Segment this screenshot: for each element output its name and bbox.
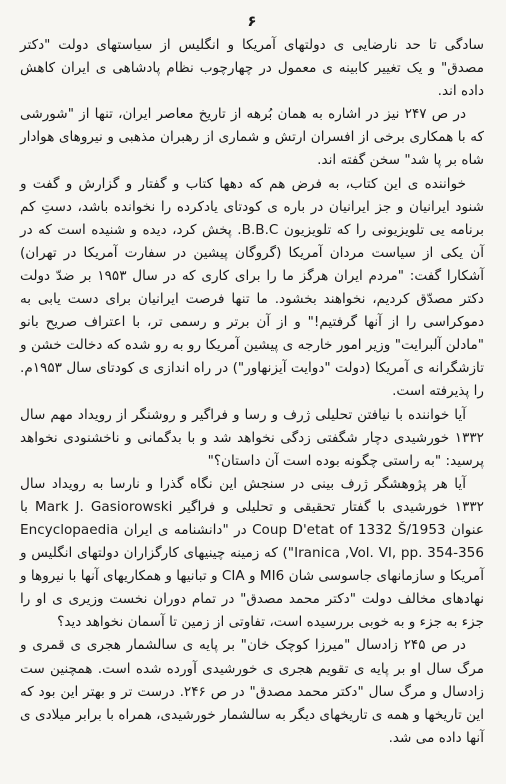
paragraph-6: در ص ۲۴۵ زادسال "میرزا کوچک خان" بر پایه ی سالشمار هجری ی قمری و مرگ سال او بر پایه ی تقویم هجری ی خورشیدی آورده شده است. همچنین ست زادسال و مرگ سال "دکتر محمد مصدق" در ص ۲۴۶. درست تر و بهتر این بود که این تاریخها و همه ی تاریخهای دیگر به سالشمار خورشیدی، همراه با برابر میلادی ی آنها داده می شد. xyxy=(20,637,484,746)
paragraph-3: خواننده ی این کتاب، به فرض هم که دهها کتاب و گفتار و گزارش و گفت و شنود ایرانیان و جز ایرانیان در باره ی کودتای یادکرده را نخوانده باشد، دستِ کم برنامه یی تلویزیونی را که تلویزیون B.B.C. پخش کرد، دیده و شنیده است که در آن یکی از سیاست مردان آمریکا (گروگان پیشین در سفارت آمریکا در تهران) آشکارا گفت: "مردم ایران هرگز ما را برای کاری که در سال ۱۹۵۳ بر ضدّ دولت دکتر مصدّق کردیم، نخواهند بخشود. ما تنها فرصت ایرانیان برای دست یابی به دموکراسی را از آنها گرفتیم!" و از آن برتر و رسمی تر، با اعتراف صریح بانو "مادلن آلبرایت" وزیر امور خارجه ی پیشین آمریکا رو به رو شده که دخالت خشن و تازشگرانه ی آمریکا (دولت "دوایت آیزنهاور") در راه اندازی ی کودتای سال ۱۹۵۳م. را پذیرفته است. xyxy=(20,175,484,400)
paragraph-4: آیا خواننده با نیافتن تحلیلی ژرف و رسا و فراگیر و روشنگر از رویداد مهم سال ۱۳۳۲ خورشیدی دچار شگفتی زدگی نخواهد شد و با بدگمانی و ناخشنودی نخواهد پرسید: "به راستی چگونه بوده است آن داستان؟" xyxy=(20,406,484,469)
paragraph-2: در ص ۲۴۷ نیز در اشاره به همان بُرهه از تاریخ معاصر ایران، تنها از "شورشی که با همکاری برخی از افسران ارتش و شماری از رهبران مذهبی و نیروهای هوادار شاه بر پا شد" سخن گفته اند. xyxy=(20,106,484,169)
page-number: ۶ xyxy=(247,12,257,30)
body-text xyxy=(20,34,484,750)
paragraph-5: آیا هر پژوهشگر ژرف بینی در سنجش این نگاه گذرا و نارسا به رویداد سال ۱۳۳۲ خورشیدی با گفتار تحقیقی و تحلیلی و فراگیر Mark J. Gasiorowski با عنوان Coup D'etat of 1332 Š/1953 در "دانشنامه ی ایران Encyclopaedia Iranica ,Vol. VI, pp. 354-356") که زمینه چینیهای کارگزاران دولتهای انگلیس و آمریکا و سازمانهای جاسوسی شان MI6 و CIA و تبانیها و همکاریهای آنها با نیروها و نهادهای مخالف دولت "دکتر محمد مصدق" در تمام دوران نخست وزیری ی او را جزء به جزء و به خوبی بررسیده است، تفاوتی از زمین تا آسمان نخواهد دید؟ xyxy=(20,475,484,631)
paragraph-1: سادگی تا حد نارضایی ی دولتهای آمریکا و انگلیس از سیاستهای دولت "دکتر مصدق" و یک تغییر کابینه ی معمول در چهارچوب نظام پادشاهی ی ایران کاهش داده اند. xyxy=(20,37,484,100)
